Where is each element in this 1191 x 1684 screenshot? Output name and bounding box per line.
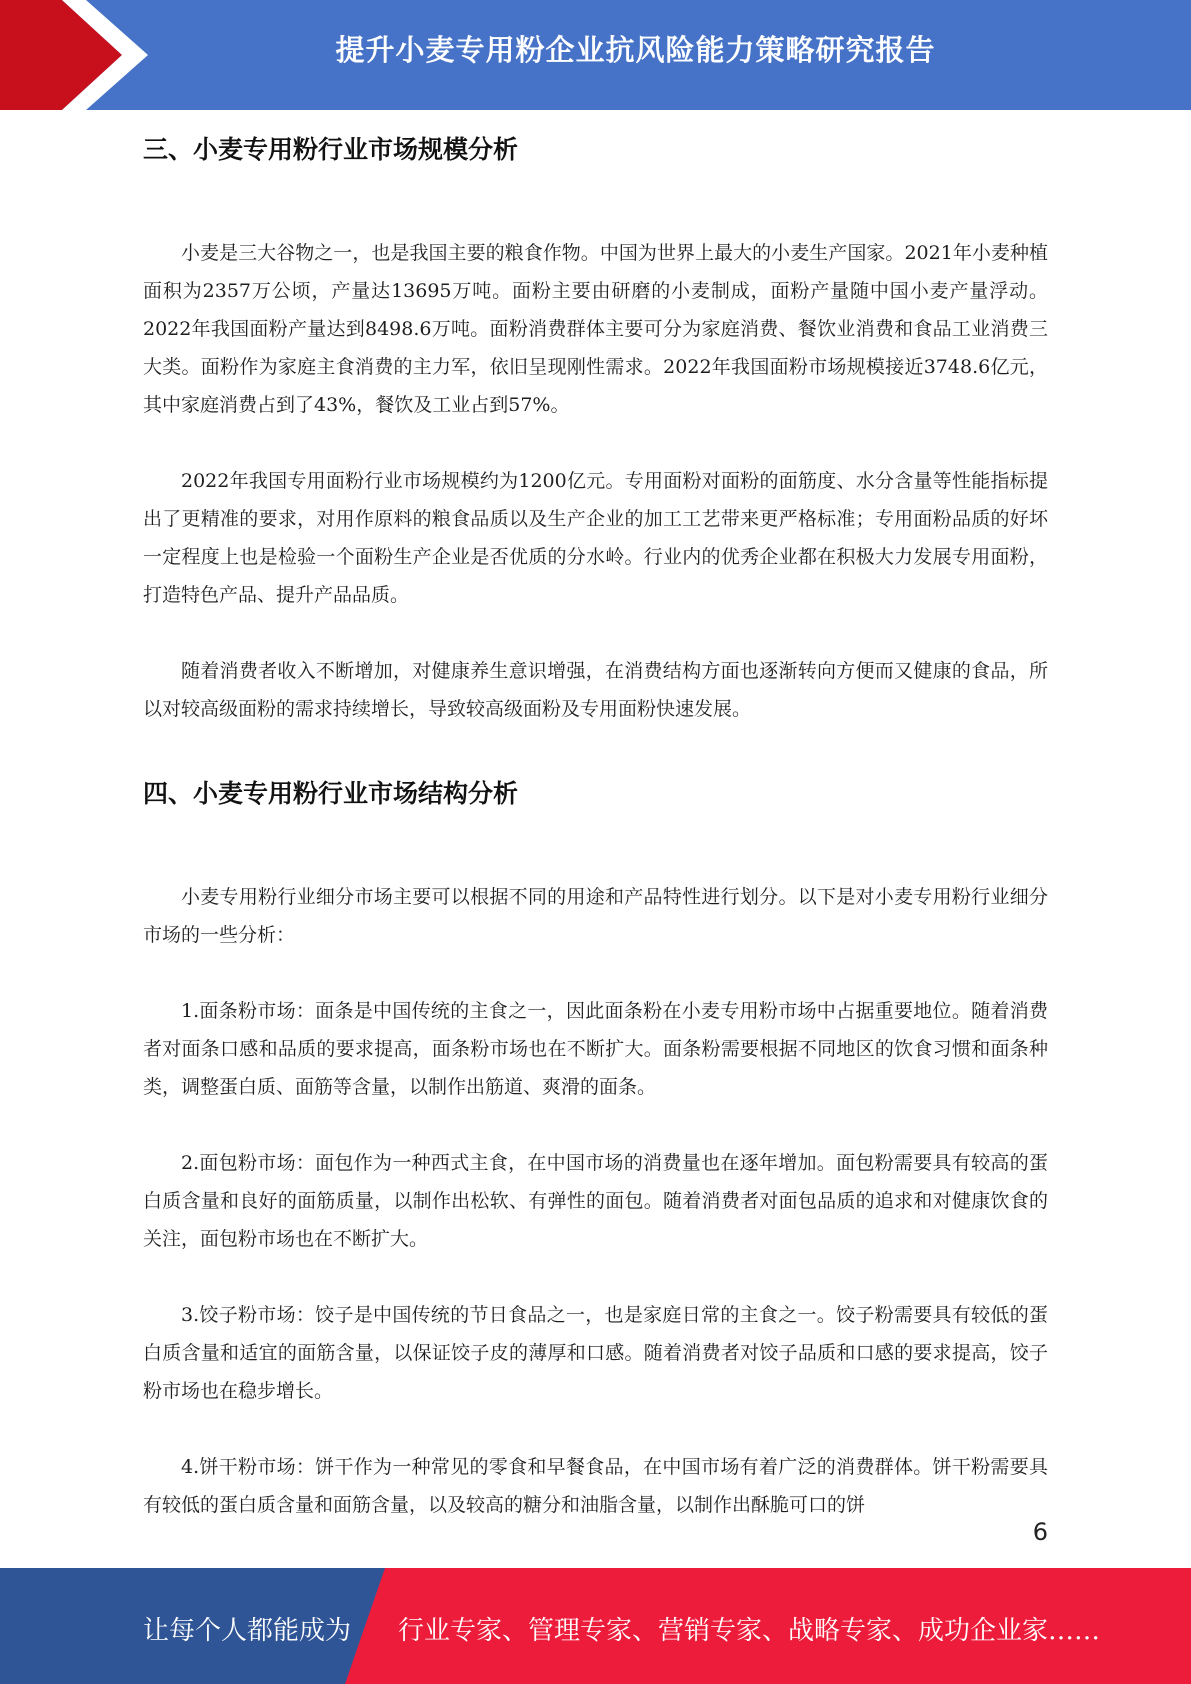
paragraph: 小麦专用粉行业细分市场主要可以根据不同的用途和产品特性进行划分。以下是对小麦专用粉行业细分市场的一些分析： xyxy=(143,886,1048,946)
paragraph: 小麦是三大谷物之一，也是我国主要的粮食作物。中国为世界上最大的小麦生产国家。2021年小麦种植面积为2357万公顷，产量达13695万吨。面粉主要由研磨的小麦制成，面粉产量随中国小麦产量浮动。2022年我国面粉产量达到8498.6万吨。面粉消费群体主要可分为家庭消费、餐饮业消费和食品工业消费三大类。面粉作为家庭主食消费的主力军，依旧呈现刚性需求。2022年我国面粉市场规模接近3748.6亿元，其中家庭消费占到了43%，餐饮及工业占到57%。 xyxy=(143,242,1048,416)
report-title: 提升小麦专用粉企业抗风险能力策略研究报告 xyxy=(335,33,936,67)
document-body xyxy=(143,128,1048,1524)
report-footer xyxy=(0,1568,1191,1684)
section-heading-market-structure: 四、小麦专用粉行业市场结构分析 xyxy=(143,779,519,808)
page-number: 6 xyxy=(1032,1518,1048,1546)
paragraph-biscuit-flour: 4.饼干粉市场：饼干作为一种常见的零食和早餐食品，在中国市场有着广泛的消费群体。饼干粉需要具有较低的蛋白质含量和面筋含量，以及较高的糖分和油脂含量，以制作出酥脆可口的饼 xyxy=(143,1456,1048,1516)
footer-slogan-right: 行业专家、管理专家、营销专家、战略专家、成功企业家…… xyxy=(398,1616,1101,1646)
paragraph-bread-flour: 2.面包粉市场：面包作为一种西式主食，在中国市场的消费量也在逐年增加。面包粉需要具有较高的蛋白质含量和良好的面筋质量，以制作出松软、有弹性的面包。随着消费者对面包品质的追求和对健康饮食的关注，面包粉市场也在不断扩大。 xyxy=(143,1152,1048,1250)
paragraph-dumpling-flour: 3.饺子粉市场：饺子是中国传统的节日食品之一，也是家庭日常的主食之一。饺子粉需要具有较低的蛋白质含量和适宜的面筋含量，以保证饺子皮的薄厚和口感。随着消费者对饺子品质和口感的要求提高，饺子粉市场也在稳步增长。 xyxy=(143,1304,1048,1402)
report-header xyxy=(0,0,1191,110)
paragraph: 2022年我国专用面粉行业市场规模约为1200亿元。专用面粉对面粉的面筋度、水分含量等性能指标提出了更精准的要求，对用作原料的粮食品质以及生产企业的加工工艺带来更严格标准；专用面粉品质的好坏一定程度上也是检验一个面粉生产企业是否优质的分水岭。行业内的优秀企业都在积极大力发展专用面粉，打造特色产品、提升产品品质。 xyxy=(143,470,1048,606)
section-heading-market-size: 三、小麦专用粉行业市场规模分析 xyxy=(143,135,519,164)
paragraph-noodle-flour: 1.面条粉市场：面条是中国传统的主食之一，因此面条粉在小麦专用粉市场中占据重要地位。随着消费者对面条口感和品质的要求提高，面条粉市场也在不断扩大。面条粉需要根据不同地区的饮食习惯和面条种类，调整蛋白质、面筋等含量，以制作出筋道、爽滑的面条。 xyxy=(143,1000,1048,1098)
paragraph: 随着消费者收入不断增加，对健康养生意识增强，在消费结构方面也逐渐转向方便而又健康的食品，所以对较高级面粉的需求持续增长，导致较高级面粉及专用面粉快速发展。 xyxy=(143,660,1048,720)
footer-slogan-left: 让每个人都能成为 xyxy=(143,1616,352,1646)
